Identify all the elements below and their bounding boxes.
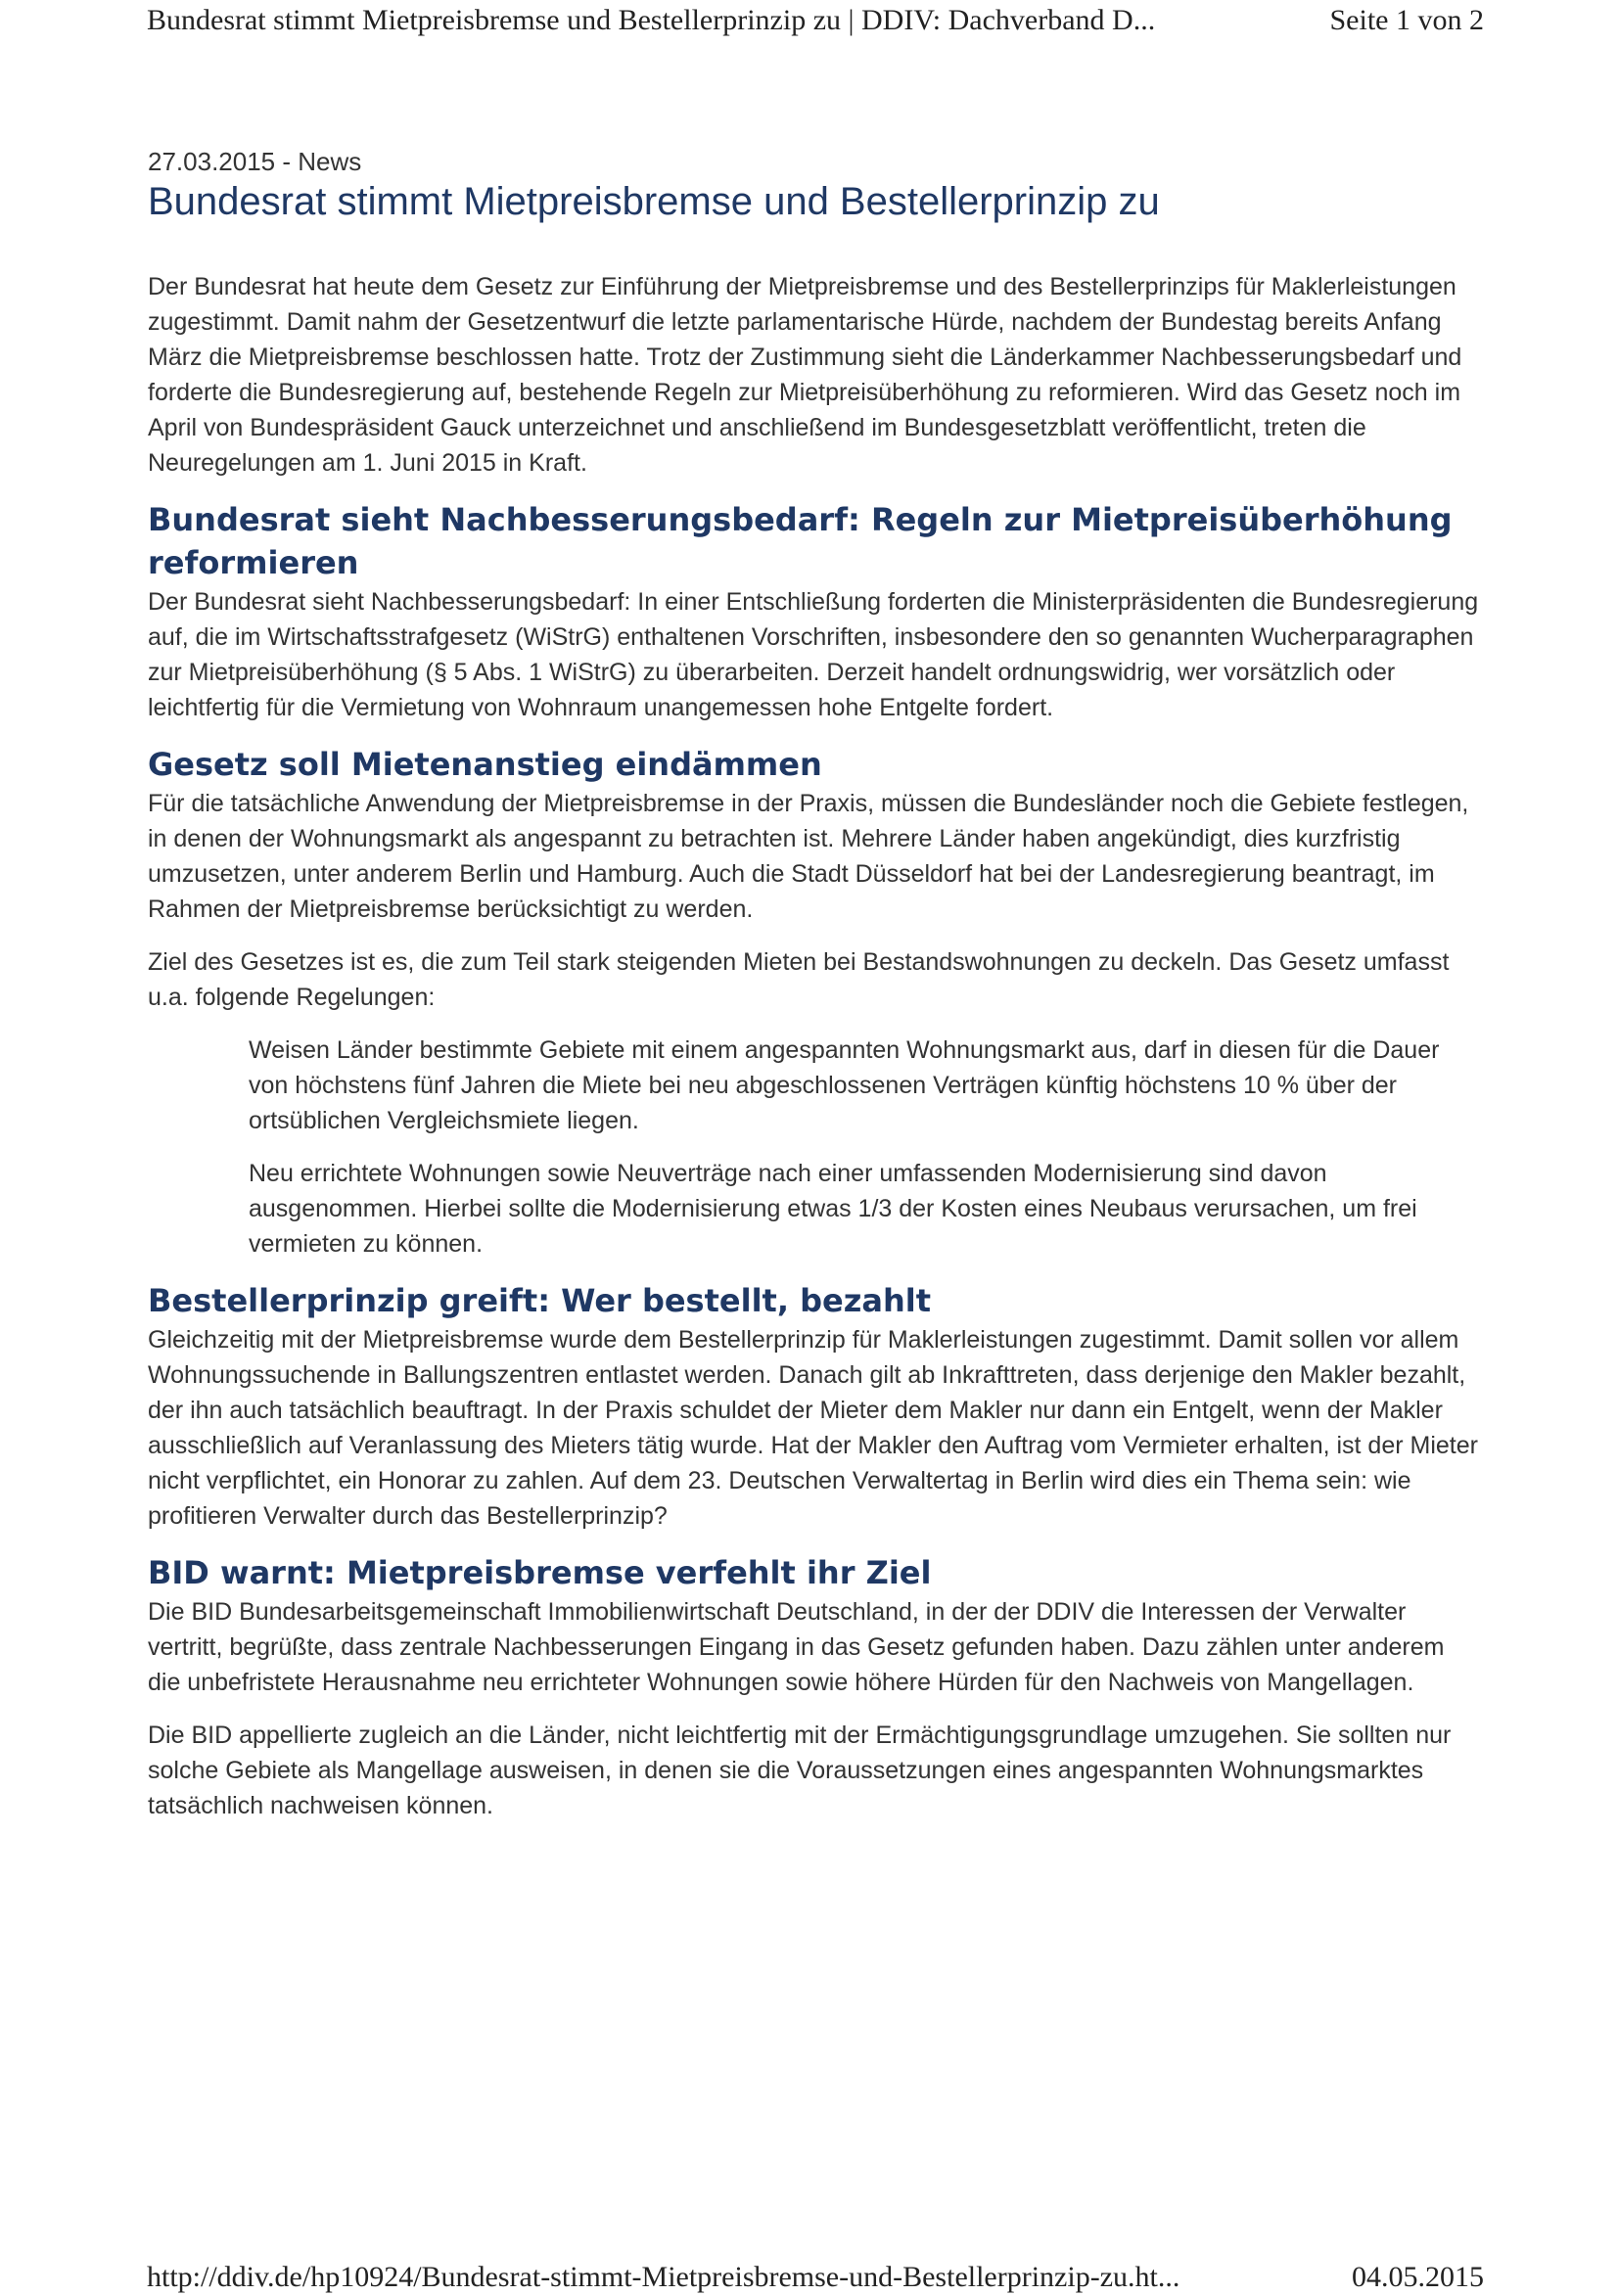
quote-paragraph: Weisen Länder bestimmte Gebiete mit einem angespannten Wohnungsmarkt aus, darf in diesen für die Dauer von höchstens fünf Jahren die Miete bei neu abgeschlossenen Verträgen künftig höchstens 10 % über der ortsüblichen Vergleichsmiete liegen. xyxy=(249,1036,1440,1134)
blockquote xyxy=(249,1033,1462,1262)
print-footer-date: 04.05.2015 xyxy=(1352,2261,1484,2293)
section-paragraph: Die BID appellierte zugleich an die Länder, nicht leichtfertig mit der Ermächtigungsgrundlage umzugehen. Sie sollten nur solche Gebiete als Mangellage ausweisen, in denen sie die Voraussetzungen eines angespannten Wohnungsmarktes tatsächlich nachweisen können. xyxy=(148,1722,1452,1819)
section-heading: Gesetz soll Mietenanstieg eindämmen xyxy=(148,746,822,783)
article-dateline: 27.03.2015 - News xyxy=(148,147,362,176)
section-heading: Bestellerprinzip greift: Wer bestellt, bezahlt xyxy=(148,1282,931,1319)
article-intro: Der Bundesrat hat heute dem Gesetz zur Einführung der Mietpreisbremse und des Bestellerprinzips für Maklerleistungen zugestimmt. Damit nahm der Gesetzentwurf die letzte parlamentarische Hürde, nachdem der Bundestag bereits Anfang März die Mietpreisbremse beschlossen hatte. Trotz der Zustimmung sieht die Länderkammer Nachbesserungsbedarf und forderte die Bundesregierung auf, bestehende Regeln zur Mietpreisüberhöhung zu reformieren. Wird das Gesetz noch im April von Bundespräsident Gauck unterzeichnet und anschließend im Bundesgesetzblatt veröffentlicht, treten die Neuregelungen am 1. Juni 2015 in Kraft. xyxy=(148,273,1462,477)
quote-paragraph: Neu errichtete Wohnungen sowie Neuverträge nach einer umfassenden Modernisierung sind davon ausgenommen. Hierbei sollte die Modernisierung etwas 1/3 der Kosten eines Neubaus verursachen, um frei vermieten zu können. xyxy=(249,1160,1417,1258)
article-section xyxy=(148,743,1479,1262)
section-paragraph: Ziel des Gesetzes ist es, die zum Teil stark steigenden Mieten bei Bestandswohnungen zu deckeln. Das Gesetz umfasst u.a. folgende Regelungen: xyxy=(148,948,1450,1011)
article-section xyxy=(148,498,1479,725)
section-paragraph: Der Bundesrat sieht Nachbesserungsbedarf: In einer Entschließung forderten die Ministerpräsidenten die Bundesregierung auf, die im Wirtschaftsstrafgesetz (WiStrG) enthaltenen Vorschriften, insbesondere den so genannten Wucherparagraphen zur Mietpreisüberhöhung (§ 5 Abs. 1 WiStrG) zu überarbeiten. Derzeit handelt ordnungswidrig, wer vorsätzlich oder leichtfertig für die Vermietung von Wohnraum unangemessen hohe Entgelte fordert. xyxy=(148,588,1479,721)
print-header xyxy=(147,2,1484,39)
section-paragraph: Die BID Bundesarbeitsgemeinschaft Immobilienwirtschaft Deutschland, in der der DDIV die Interessen der Verwalter vertritt, begrüßte, dass zentrale Nachbesserungen Eingang in das Gesetz gefunden haben. Dazu zählen unter anderem die unbefristete Herausnahme neu errichteter Wohnungen sowie höhere Hürden für den Nachweis von Mangellagen. xyxy=(148,1598,1445,1696)
print-header-title: Bundesrat stimmt Mietpreisbremse und Bestellerprinzip zu | DDIV: Dachverband D... xyxy=(147,4,1156,36)
section-paragraph: Gleichzeitig mit der Mietpreisbremse wurde dem Bestellerprinzip für Maklerleistungen zugestimmt. Damit sollen vor allem Wohnungssuchende in Ballungszentren entlastet werden. Danach gilt ab Inkrafttreten, dass derjenige den Makler bezahlt, der ihn auch tatsächlich beauftragt. In der Praxis schuldet der Mieter dem Makler nur dann ein Entgelt, wenn der Makler ausschließlich auf Veranlassung des Mieters tätig wurde. Hat der Makler den Auftrag vom Vermieter erhalten, ist der Mieter nicht verpflichtet, ein Honorar zu zahlen. Auf dem 23. Deutschen Verwaltertag in Berlin wird dies ein Thema sein: wie profitieren Verwalter durch das Bestellerprinzip? xyxy=(148,1326,1478,1530)
article-section xyxy=(148,1279,1479,1534)
article-title: Bundesrat stimmt Mietpreisbremse und Bestellerprinzip zu xyxy=(148,180,1160,223)
article-section xyxy=(148,1551,1479,1823)
print-footer-url: http://ddiv.de/hp10924/Bundesrat-stimmt-Mietpreisbremse-und-Bestellerprinzip-zu.ht... xyxy=(147,2261,1180,2293)
print-header-page-number: Seite 1 von 2 xyxy=(1329,4,1484,36)
section-heading: BID warnt: Mietpreisbremse verfehlt ihr Ziel xyxy=(148,1554,932,1591)
article xyxy=(148,145,1479,1841)
section-paragraph: Für die tatsächliche Anwendung der Mietpreisbremse in der Praxis, müssen die Bundesländer noch die Gebiete festlegen, in denen der Wohnungsmarkt als angespannt zu betrachten ist. Mehrere Länder haben angekündigt, dies kurzfristig umzusetzen, unter anderem Berlin und Hamburg. Auch die Stadt Düsseldorf hat bei der Landesregierung beantragt, im Rahmen der Mietpreisbremse berücksichtigt zu werden. xyxy=(148,790,1469,923)
print-footer xyxy=(147,2259,1484,2296)
section-heading: Bundesrat sieht Nachbesserungsbedarf: Regeln zur Mietpreisüberhöhung reformieren xyxy=(148,501,1453,581)
